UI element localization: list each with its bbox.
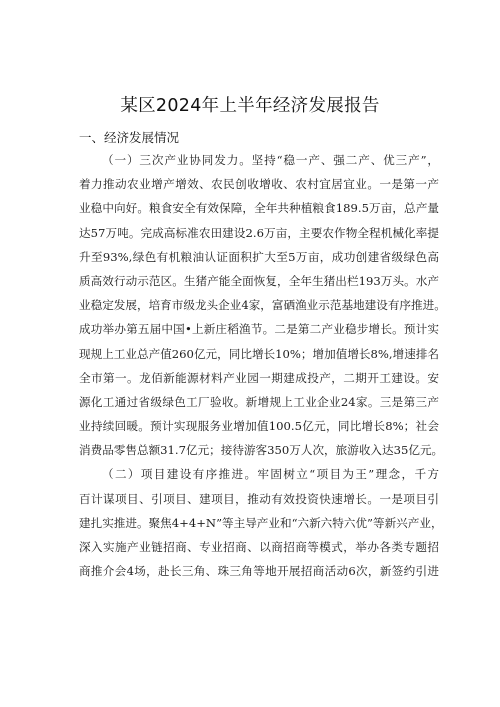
document-body (79, 148, 446, 583)
text-line: 全市第一。龙佰新能源材料产业园一期建成投产，二期开工建设。安 (79, 370, 439, 385)
text-line: 消费品零售总额31.7亿元；接待游客350万人次，旅游收入达35亿元。 (79, 443, 444, 458)
paragraph-projects (79, 462, 443, 583)
text-line: （一）三次产业协同发力。坚持“稳一产、强二产、优三产”， (102, 153, 439, 167)
text-line: 业稳定发展，培育市级龙头企业4家，富硒渔业示范基地建设有序推进。 (79, 298, 446, 313)
text-line: 商推介会4场，赴长三角、珠三角等地开展招商活动6次，新签约引进 (79, 564, 439, 579)
text-line: 深入实施产业链招商、专业招商、以商招商等模式，举办各类专题招 (79, 540, 439, 554)
text-line: 源化工通过省级绿色工厂验收。新增规上工业企业24家。三是第三产 (79, 394, 439, 409)
text-line: 建扎实推进。聚焦4+4+N”等主导产业和“六新六特六优”等新兴产业， (79, 515, 443, 530)
text-line: 业稳中向好。粮食安全有效保障，全年共种植粮食189.5万亩，总产量 (79, 201, 439, 216)
paragraph-industry (79, 148, 446, 462)
text-line: 现规上工业总产值260亿元，同比增长10%；增加值增长8%,增速排名 (79, 346, 439, 361)
text-line: （二）项目建设有序推进。牢固树立“项目为王”理念，千方 (102, 467, 439, 482)
text-line: 成功举办第五届中国•上新庄稻渔节。二是第二产业稳步增长。预计实 (79, 322, 439, 337)
text-line: 达57万吨。完成高标准农田建设2.6万亩，主要农作物全程机械化率提 (79, 225, 439, 240)
text-line: 百计谋项目、引项目、建项目，推动有效投资快速增长。一是项目引 (79, 491, 439, 506)
section-heading: 一、经济发展情况 (79, 130, 180, 145)
text-line: 质高效行动示范区。生猪产能全面恢复，全年生猪出栏193万头。水产 (79, 273, 439, 288)
document-title: 某区2024年上半年经济发展报告 (120, 96, 380, 116)
text-line: 着力推动农业增产增效、农民创收增收、农村宜居宜业。一是第一产 (79, 177, 439, 192)
text-line: 业持续回暖。预计实现服务业增加值100.5亿元，同比增长8%；社会 (79, 419, 439, 434)
text-line: 升至93%,绿色有机粮油认证面积扩大至5万亩，成功创建省级绿色高 (79, 249, 439, 264)
